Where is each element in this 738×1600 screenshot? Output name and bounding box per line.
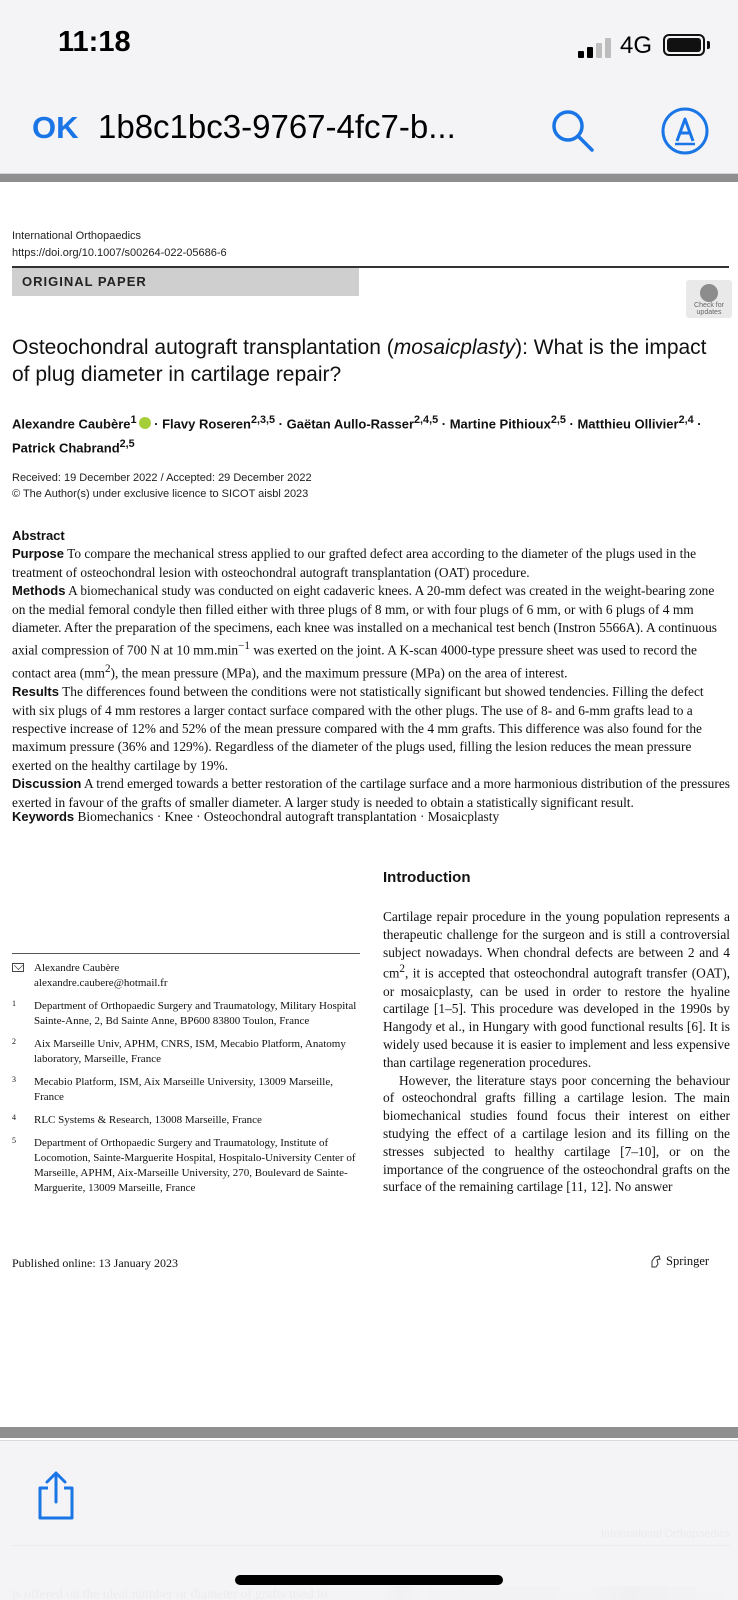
keywords [12,808,730,826]
publisher-name: Springer [666,1254,710,1268]
home-indicator[interactable] [235,1575,503,1585]
affiliation-number: 3 [12,1075,16,1084]
springer-horse-icon [650,1255,662,1268]
intro-paragraph: , it is accepted that osteochondral autograft transfer (OAT), or mosaicplasty, can be used in order to restore the hyaline cartilage [1–5]. This procedure was developed in the 1990s by Hangody et al., in Hungary with good functional results [6]. It is widely used because it is easier to implement and less expensive than cartilage regeneration procedures. [383,965,730,1070]
affiliation-number: 1 [12,999,16,1008]
mail-icon [12,963,24,972]
affiliation-item [12,1075,362,1105]
affiliation-number: 5 [12,1136,16,1145]
purpose-text: To compare the mechanical stress applied to our grafted defect area according to the diameter of the plugs used in the treatment of osteochondral lesion with osteochondral autograft transplantation (OAT) procedure. [12,546,697,580]
abstract-heading: Abstract [12,528,65,543]
author-name: Matthieu Ollivier [577,416,679,432]
status-bar [0,0,738,92]
affiliation-item [12,1037,362,1067]
intro-sup: 2 [399,963,405,976]
check-updates-label: Check for updates [694,302,724,316]
affiliation-item [12,1113,362,1128]
affiliation-text: Department of Orthopaedic Surgery and Traumatology, Military Hospital Sainte-Anne, 2, Bd Sainte Anne, BP600 83800 Toulon, France [34,1000,357,1027]
title-italic: mosaicplasty [393,336,516,359]
journal-header [12,228,227,262]
corresponding-email[interactable]: alexandre.caubere@hotmail.fr [34,977,168,989]
introduction-heading: Introduction [383,869,471,886]
author-name: Patrick Chabrand [12,440,120,456]
done-button[interactable]: OK [32,110,79,145]
paper-title [12,334,712,388]
title-part1: Osteochondral autograft transplantation ( [12,336,394,359]
affiliation-text: RLC Systems & Research, 13008 Marseille, France [34,1114,262,1126]
methods-text: was exerted on the joint. A K-scan 4000-type pressure sheet was used to record the contact area (mm [12,642,697,681]
publisher-logo [666,1254,709,1269]
methods-text: ), the mean pressure (MPa), and the maximum pressure (MPa) on the area of interest. [110,665,568,681]
author-affil: 2,5 [119,438,135,451]
published-date: Published online: 13 January 2023 [12,1256,178,1270]
results-label: Results [12,684,59,700]
affiliations [12,961,362,1204]
author-name: Martine Pithioux [449,416,551,432]
navigation-bar [0,92,738,174]
methods-label: Methods [12,583,66,599]
author-name: Gaëtan Aullo-Rasser [286,416,415,432]
author-affil: 1 [130,414,137,426]
discussion-text: A trend emerged towards a better restoration of the cartilage surface and a more harmonious distribution of the pressures exerted in favour of the grafts of smaller diameter. A larger study is needed to obtain a statistically significant result. [12,776,730,810]
journal-name: International Orthopaedics [12,230,142,242]
author-list: Alexandre Caubère$^1$ · Flavy Roseren$^{2,3,5}$ · Gaëtan Aullo-Rasser$^{2,4,5}$ · Martine Pithioux$^{2,5}$ · Matthieu Ollivier$^{2,4}$ · Patrick Chabrand$^{2,5}$ [12,414,702,456]
received-dates: Received: 19 December 2022 / Accepted: 29 December 2022 [12,472,312,484]
footnote-rule [12,953,360,954]
copyright: © The Author(s) under exclusive licence to SICOT aisbl 2023 [12,488,309,500]
author-affil: 2,4 [678,414,694,426]
check-updates-icon [700,284,718,302]
battery-cap [707,41,710,49]
author-affil: 2,5 [550,414,566,426]
affiliation-text: Aix Marseille Univ, APHM, CNRS, ISM, Mecabio Platform, Anatomy laboratory, Marseille, France [34,1038,346,1065]
abstract [12,527,730,812]
results-text: The differences found between the conditions were not statistically significant but showed tendencies. Filling the defect with six plugs of 4 mm restores a larger contact surface compared with the other plugs. The use of 8- and 6-mm grafts lead to a respective increase of 12% and 52% of the mean pressure compared with the 4 mm grafts. This difference was also found for the maximum pressure (36% and 129%). Regardless of the diameter of the plugs used, filling the lesion reduces the mean pressure exerted on the healthy cartilage by 19%. [12,684,704,773]
corresponding-author [12,961,362,991]
share-icon[interactable] [34,1470,78,1522]
author-affil: 2,3,5 [250,414,276,426]
introduction-text [383,908,730,1196]
status-time: 11:18 [58,26,131,58]
purpose-label: Purpose [12,546,65,562]
markup-icon[interactable] [660,106,710,156]
keywords-text: Biomechanics · Knee · Osteochondral autograft transplantation · Mosaicplasty [77,809,500,824]
affiliation-text: Department of Orthopaedic Surgery and Traumatology, Institute of Locomotion, Sainte-Marguerite Hospital, Hospitalo-University Center of Marseille, APHM, Aix-Marseille University, 270, Boulevard de Sainte-Marguerite, 13009 Marseille, France [34,1137,356,1194]
intro-paragraph: However, the literature stays poor concerning the behaviour of osteochondral grafts filling a cartilage lesion. The main biomechanical studies found focus their interest on either studying the effect of a cartilage lesion and its filling on the stresses subjected to healthy cartilage [7–10], or on the importance of the congruence of the osteochondral grafts on the surface of the remaining cartilage [11, 12]. No answer [383,1072,730,1195]
keywords-label: Keywords [12,809,75,824]
author-name: Flavy Roseren [162,416,251,432]
document-title: 1b8c1bc3-9767-4fc7-b... [98,108,456,145]
discussion-label: Discussion [12,776,82,792]
author-affil: 2,4,5 [414,414,439,426]
signal-strength-icon [578,38,612,58]
dates-block [12,470,312,502]
section-label: ORIGINAL PAPER [12,268,359,296]
corresponding-name: Alexandre Caubère [34,962,120,974]
author-name: Alexandre Caubère [12,416,131,432]
network-type: 4G [620,32,653,59]
battery-icon [663,34,705,56]
orcid-icon[interactable] [139,417,151,429]
affiliation-item [12,1136,362,1196]
methods-sup: −1 [238,640,250,653]
affiliation-item [12,999,362,1029]
doi-link[interactable]: https://doi.org/10.1007/s00264-022-05686-6 [12,247,227,259]
search-icon[interactable] [548,106,596,154]
methods-sup: 2 [104,663,111,676]
title-part2: ): What is the impact of plug diameter in cartilage repair? [12,336,707,386]
affiliation-text: Mecabio Platform, ISM, Aix Marseille University, 13009 Marseille, France [34,1076,333,1103]
intro-paragraph: Cartilage repair procedure in the young population represents a therapeutic challenge for the surgeon and is still a controversial subject nowadays. When chondral defects are between 2 and 4 cm [383,909,730,981]
affiliation-number: 2 [12,1037,16,1046]
check-for-updates-badge[interactable] [686,280,732,318]
affiliation-number: 4 [12,1113,16,1122]
methods-text: A biomechanical study was conducted on eight cadaveric knees. A 20-mm defect was created in the weight-bearing zone on the medial femoral condyle then filled either with three plugs of 8 mm, or with four plugs of 6 mm, or with 6 plugs of 4 mm diameter. After the preparation of the specimens, each knee was installed on a mechanical test bench (Instron 5566A). A continuous axial compression of 700 N at 10 mm.min [12,583,718,658]
